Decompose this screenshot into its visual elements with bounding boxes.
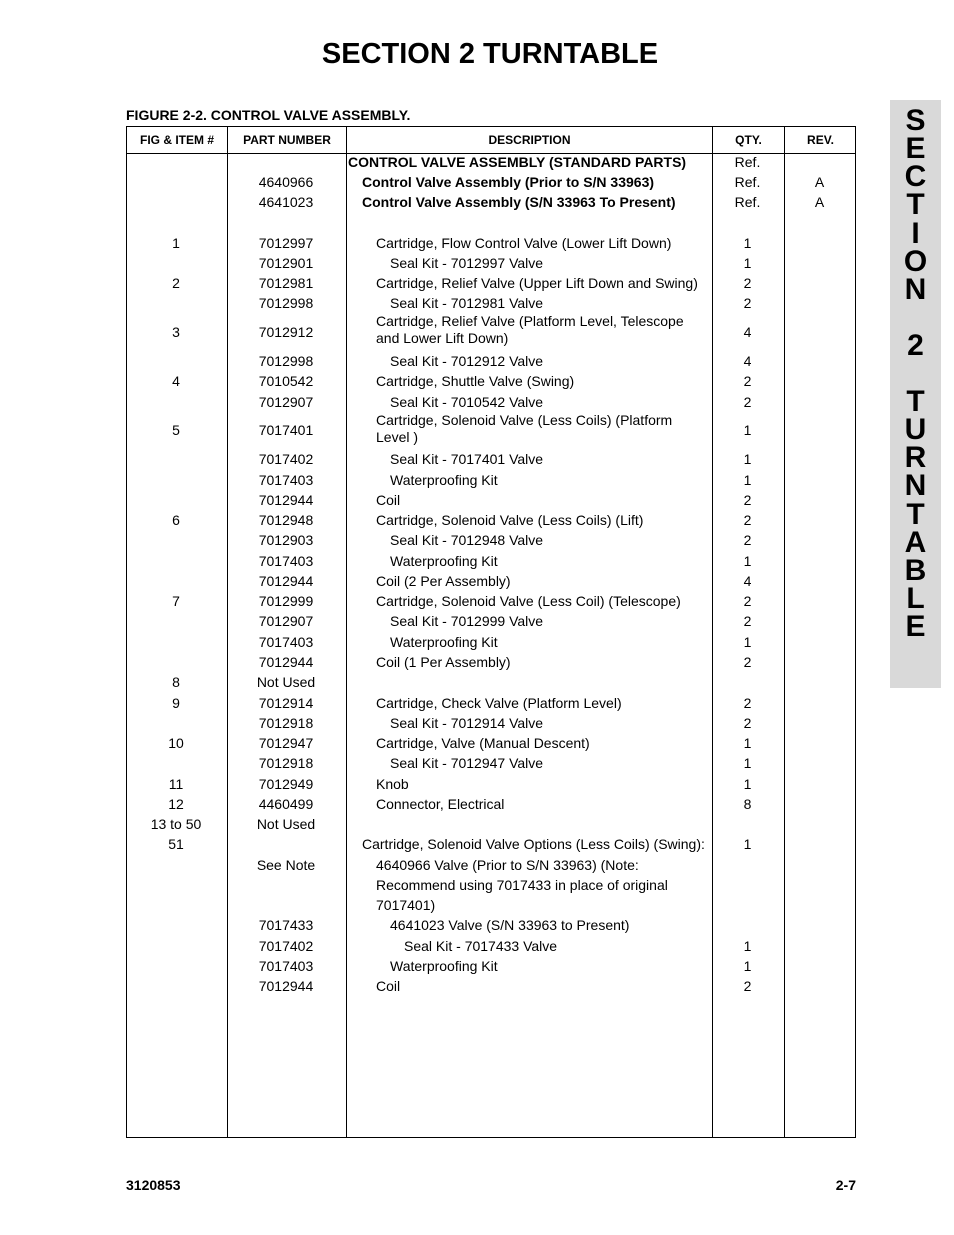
- description-cell: Seal Kit - 7012912 Valve: [390, 353, 544, 369]
- qty-cell: 2: [743, 492, 752, 508]
- part-number-cell: 7017402: [258, 938, 314, 954]
- qty-cell: 4: [743, 573, 752, 589]
- qty-cell: 2: [743, 394, 752, 410]
- part-number-cell: 7017401: [258, 422, 314, 438]
- description-cell: Cartridge, Solenoid Valve (Less Coil) (Telescope): [376, 593, 681, 609]
- part-number-cell: 7012999: [258, 593, 314, 609]
- description-cell: 4640966 Valve (Prior to S/N 33963) (Note:: [376, 857, 639, 873]
- description-cell: Seal Kit - 7012914 Valve: [390, 715, 544, 731]
- side-tab-letter: N: [904, 273, 927, 306]
- side-tab-letter: L: [906, 582, 925, 615]
- side-tab-letter: T: [906, 188, 925, 221]
- description-cell: Coil: [376, 492, 401, 508]
- table-row: [126, 834, 856, 855]
- description-cell: Seal Kit - 7012997 Valve: [390, 255, 544, 271]
- side-tab-letter: U: [904, 413, 927, 446]
- side-tab-letter: E: [905, 610, 926, 643]
- side-tab-letter: N: [904, 469, 927, 502]
- table-row: [126, 794, 856, 814]
- table-row: [126, 470, 856, 490]
- description-cell: 7017401): [376, 897, 436, 913]
- qty-cell: 2: [743, 373, 752, 389]
- part-number-cell: 7012948: [258, 512, 314, 528]
- part-number-cell: 7017403: [258, 472, 314, 488]
- part-number-cell: 7012944: [258, 654, 314, 670]
- side-tab-letter: O: [903, 245, 928, 278]
- description-cell: Waterproofing Kit: [390, 958, 498, 974]
- description-cell: Seal Kit - 7017401 Valve: [390, 451, 544, 467]
- table-row: [126, 652, 856, 672]
- fig-item-cell: 1: [172, 235, 180, 251]
- part-number-cell: 7012918: [258, 755, 314, 771]
- fig-item-cell: 13 to 50: [150, 816, 202, 832]
- side-tab-letter: B: [904, 554, 927, 587]
- side-tab-letter: S: [905, 104, 926, 137]
- table-row: [126, 672, 856, 693]
- qty-cell: 2: [743, 593, 752, 609]
- part-number-cell: 7012949: [258, 776, 314, 792]
- table-row: [126, 814, 856, 834]
- table-row: [126, 632, 856, 652]
- qty-cell: 2: [743, 654, 752, 670]
- part-number-cell: 7012981: [258, 275, 314, 291]
- table-row: [126, 571, 856, 591]
- part-number-cell: 7012998: [258, 353, 314, 369]
- table-row: [126, 774, 856, 794]
- header-description: DESCRIPTION: [488, 133, 571, 147]
- description-cell: Recommend using 7017433 in place of original: [376, 877, 668, 893]
- page-title: SECTION 2 TURNTABLE: [321, 38, 659, 70]
- section-side-tab: [890, 100, 941, 688]
- table-row: [126, 956, 856, 976]
- side-tab-letter: T: [906, 385, 925, 418]
- qty-cell: 1: [743, 735, 752, 751]
- table-row: [126, 212, 856, 233]
- header-qty: QTY.: [735, 133, 762, 147]
- qty-cell: 1: [743, 634, 752, 650]
- table-row: [126, 733, 856, 753]
- qty-cell: 8: [743, 796, 752, 812]
- fig-item-cell: 10: [168, 735, 184, 751]
- table-row: [126, 371, 856, 392]
- qty-cell: Ref.: [734, 154, 761, 170]
- side-tab-letter: T: [906, 498, 925, 531]
- qty-cell: 2: [743, 295, 752, 311]
- fig-item-cell: 6: [172, 512, 180, 528]
- fig-item-cell: 7: [172, 593, 180, 609]
- table-row: [126, 253, 856, 273]
- description-cell: Cartridge, Solenoid Valve (Less Coils) (Lift): [376, 512, 644, 528]
- description-cell: Control Valve Assembly (S/N 33963 To Present): [362, 194, 676, 210]
- qty-cell: 2: [743, 695, 752, 711]
- part-number-cell: 7012914: [258, 695, 314, 711]
- part-number-cell: 7010542: [258, 373, 314, 389]
- description-cell: Seal Kit - 7017433 Valve: [404, 938, 558, 954]
- qty-cell: 1: [743, 422, 752, 438]
- table-row: [126, 351, 856, 371]
- table-row: [126, 551, 856, 571]
- qty-cell: 1: [743, 958, 752, 974]
- fig-item-cell: 8: [172, 674, 180, 690]
- qty-cell: 1: [743, 451, 752, 467]
- description-cell: Coil (2 Per Assembly): [376, 573, 511, 589]
- table-body: [126, 152, 856, 996]
- table-row: [126, 713, 856, 733]
- side-tab-letter: A: [904, 526, 927, 559]
- qty-cell: 1: [743, 235, 752, 251]
- description-cell: Waterproofing Kit: [390, 634, 498, 650]
- rev-cell: A: [814, 194, 825, 210]
- description-cell: Cartridge, Shuttle Valve (Swing): [376, 373, 575, 389]
- part-number-cell: Not Used: [256, 816, 316, 832]
- table-row: [126, 172, 856, 192]
- description-cell: Control Valve Assembly (Prior to S/N 33963): [362, 174, 655, 190]
- table-row: [126, 693, 856, 713]
- part-number-cell: See Note: [256, 857, 316, 873]
- qty-cell: 2: [743, 978, 752, 994]
- rev-cell: A: [814, 174, 825, 190]
- fig-item-cell: 9: [172, 695, 180, 711]
- qty-cell: 4: [743, 324, 752, 340]
- header-fig-item: FIG & ITEM #: [139, 133, 214, 147]
- part-number-cell: Not Used: [256, 674, 316, 690]
- part-number-cell: 7012947: [258, 735, 314, 751]
- fig-item-cell: 5: [172, 422, 180, 438]
- part-number-cell: 7012912: [258, 324, 314, 340]
- part-number-cell: 7012901: [258, 255, 314, 271]
- header-part-number: PART NUMBER: [243, 133, 331, 147]
- table-row: [126, 510, 856, 530]
- part-number-cell: 7012907: [258, 613, 314, 629]
- part-number-cell: 7012944: [258, 978, 314, 994]
- fig-item-cell: 11: [168, 776, 184, 792]
- qty-cell: 1: [743, 836, 752, 852]
- description-cell: Cartridge, Flow Control Valve (Lower Lift Down): [376, 235, 672, 251]
- part-number-cell: 7017402: [258, 451, 314, 467]
- table-row: [126, 530, 856, 551]
- description-cell: Waterproofing Kit: [390, 553, 498, 569]
- table-row: [126, 895, 856, 915]
- document-number: 3120853: [126, 1177, 181, 1193]
- table-row: [126, 233, 856, 253]
- qty-cell: 1: [743, 755, 752, 771]
- part-number-cell: 7012997: [258, 235, 314, 251]
- description-cell: Waterproofing Kit: [390, 472, 498, 488]
- table-row: [126, 293, 856, 313]
- fig-item-cell: 4: [172, 373, 180, 389]
- description-cell: Knob: [376, 776, 409, 792]
- qty-cell: 1: [743, 938, 752, 954]
- fig-item-cell: 51: [168, 836, 184, 852]
- qty-cell: Ref.: [734, 194, 761, 210]
- table-row: [126, 152, 856, 172]
- table-row: [126, 591, 856, 611]
- description-cell: Seal Kit - 7012999 Valve: [390, 613, 544, 629]
- side-tab-letter: R: [904, 441, 927, 474]
- qty-cell: 1: [743, 255, 752, 271]
- qty-cell: 2: [743, 613, 752, 629]
- table-row: [126, 449, 856, 470]
- qty-cell: 2: [743, 275, 752, 291]
- qty-cell: Ref.: [734, 174, 761, 190]
- description-cell: Coil (1 Per Assembly): [376, 654, 511, 670]
- part-number-cell: 7017433: [258, 917, 314, 933]
- qty-cell: 2: [743, 715, 752, 731]
- fig-item-cell: 2: [172, 275, 180, 291]
- table-row: [126, 313, 856, 351]
- part-number-cell: 4460499: [258, 796, 314, 812]
- part-number-cell: 4640966: [258, 174, 314, 190]
- part-number-cell: 7017403: [258, 634, 314, 650]
- description-cell: Cartridge, Solenoid Valve (Less Coils) (Platform Level ): [376, 412, 673, 445]
- description-cell: Seal Kit - 7012947 Valve: [390, 755, 544, 771]
- description-cell: CONTROL VALVE ASSEMBLY (STANDARD PARTS): [348, 154, 687, 170]
- description-cell: Seal Kit - 7012981 Valve: [390, 295, 544, 311]
- table-row: [126, 936, 856, 956]
- description-cell: Cartridge, Relief Valve (Platform Level, Telescope and Lower Lift Down): [376, 313, 684, 346]
- description-cell: Cartridge, Relief Valve (Upper Lift Down and Swing): [376, 275, 698, 291]
- table-row: [126, 490, 856, 510]
- description-cell: Coil: [376, 978, 401, 994]
- fig-item-cell: 3: [172, 324, 180, 340]
- qty-cell: 2: [743, 512, 752, 528]
- description-cell: Cartridge, Check Valve (Platform Level): [376, 695, 622, 711]
- table-row: [126, 753, 856, 774]
- table-row: [126, 392, 856, 412]
- side-tab-letter: I: [911, 217, 920, 250]
- part-number-cell: 7012944: [258, 492, 314, 508]
- fig-item-cell: 12: [168, 796, 184, 812]
- description-cell: Cartridge, Solenoid Valve Options (Less Coils) (Swing):: [362, 836, 705, 852]
- table-row: [126, 611, 856, 632]
- side-tab-letter: C: [904, 160, 927, 193]
- description-cell: Cartridge, Valve (Manual Descent): [376, 735, 590, 751]
- part-number-cell: 7017403: [258, 958, 314, 974]
- part-number-cell: 4641023: [258, 194, 314, 210]
- qty-cell: 1: [743, 553, 752, 569]
- part-number-cell: 7012944: [258, 573, 314, 589]
- side-tab-letter: 2: [907, 329, 924, 362]
- qty-cell: 1: [743, 776, 752, 792]
- description-cell: Seal Kit - 7010542 Valve: [390, 394, 544, 410]
- qty-cell: 1: [743, 472, 752, 488]
- page-number: 2-7: [835, 1177, 856, 1193]
- table-row: [126, 412, 856, 449]
- description-cell: Seal Kit - 7012948 Valve: [390, 532, 544, 548]
- description-cell: 4641023 Valve (S/N 33963 to Present): [390, 917, 630, 933]
- part-number-cell: 7017403: [258, 553, 314, 569]
- table-row: [126, 273, 856, 293]
- table-row: [126, 192, 856, 212]
- table-row: [126, 855, 856, 875]
- table-row: [126, 915, 856, 936]
- header-rev: REV.: [807, 133, 834, 147]
- qty-cell: 2: [743, 532, 752, 548]
- side-tab-letter: E: [905, 132, 926, 165]
- part-number-cell: 7012903: [258, 532, 314, 548]
- table-row: [126, 875, 856, 895]
- part-number-cell: 7012918: [258, 715, 314, 731]
- table-row: [126, 976, 856, 996]
- figure-caption: FIGURE 2-2. CONTROL VALVE ASSEMBLY.: [126, 107, 411, 123]
- qty-cell: 4: [743, 353, 752, 369]
- description-cell: Connector, Electrical: [376, 796, 505, 812]
- part-number-cell: 7012998: [258, 295, 314, 311]
- part-number-cell: 7012907: [258, 394, 314, 410]
